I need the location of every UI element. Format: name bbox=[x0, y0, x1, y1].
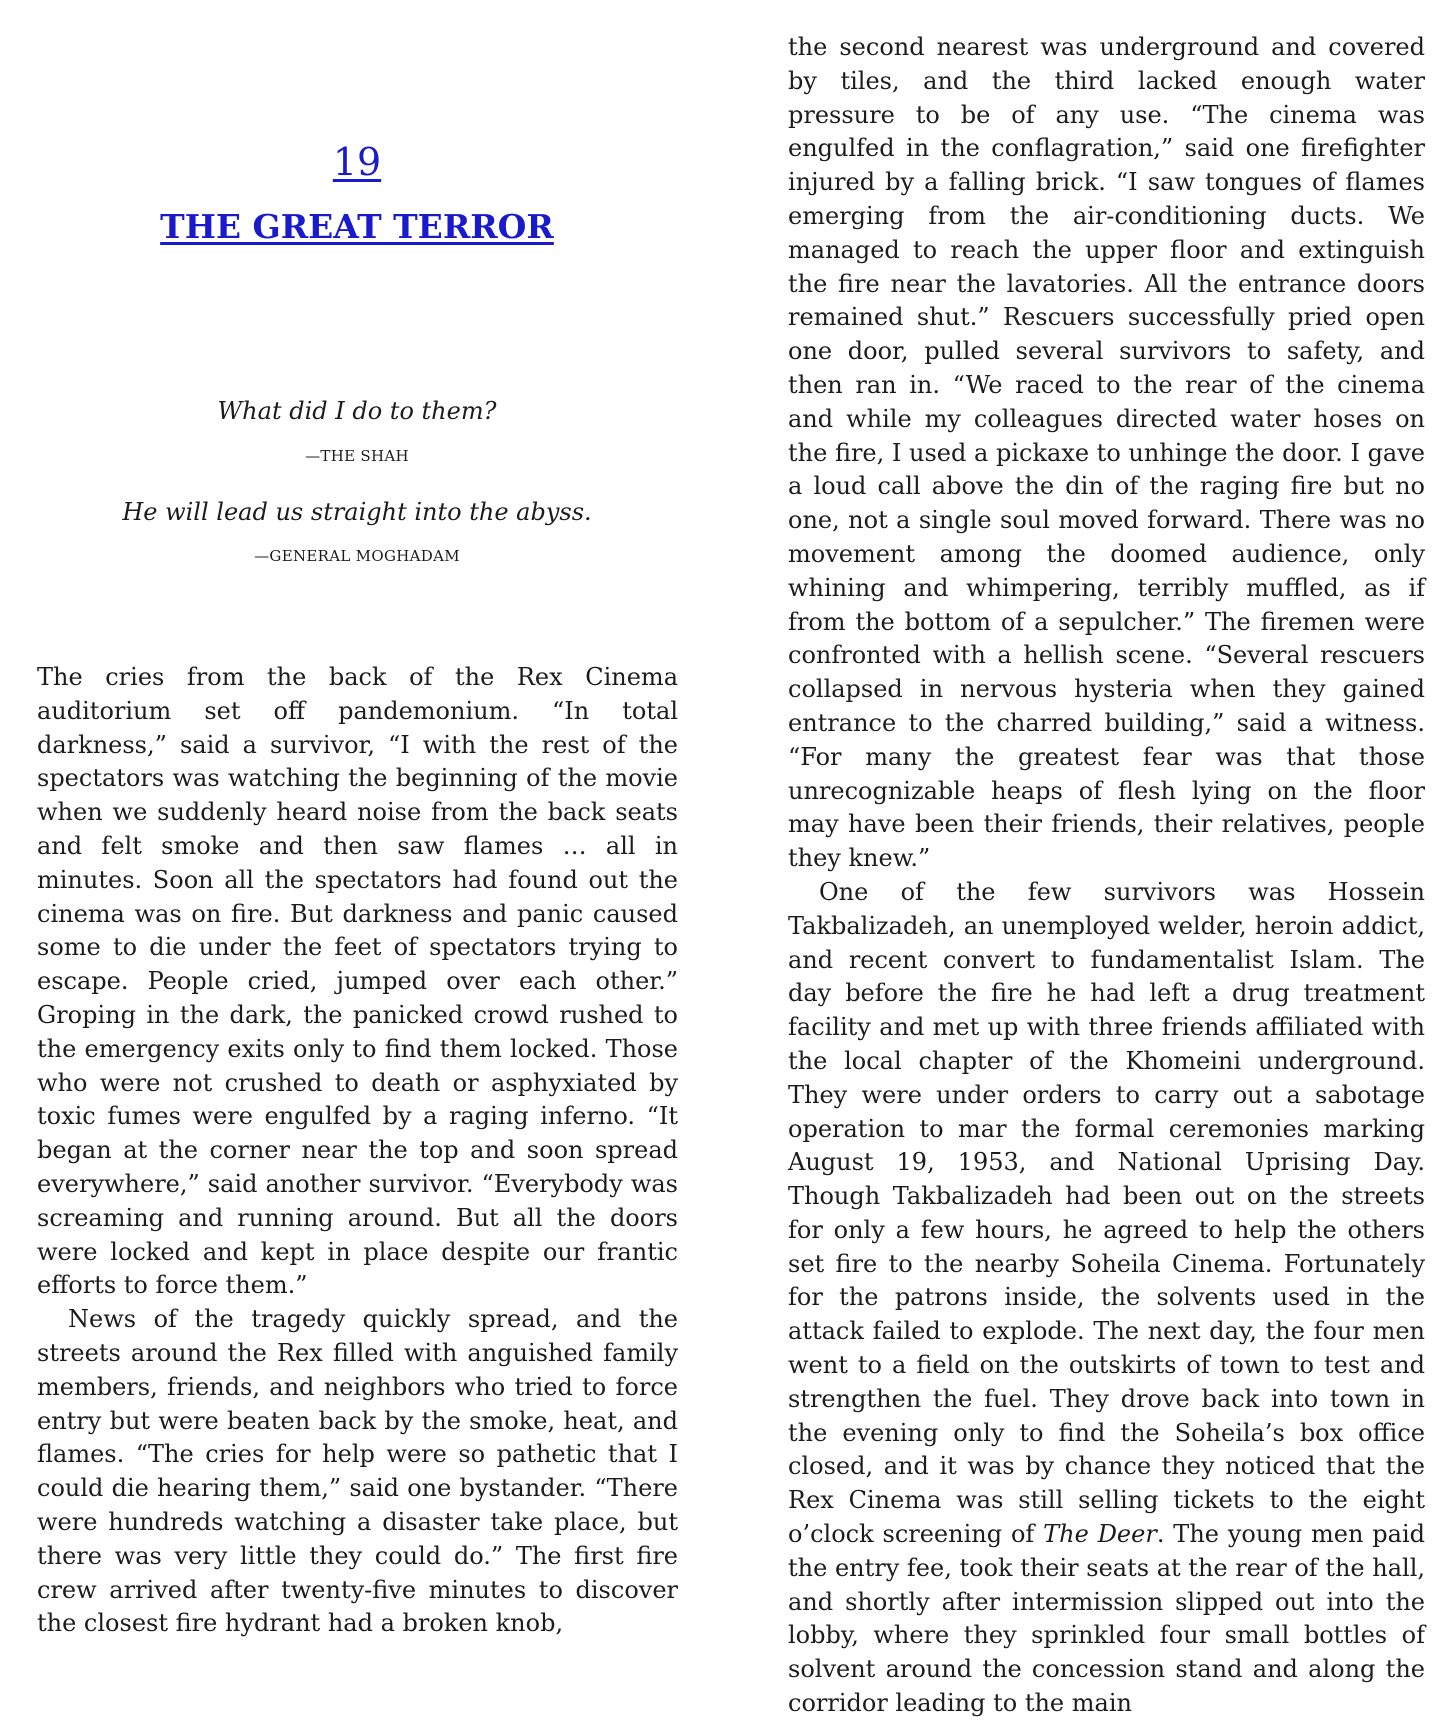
right-page bbox=[728, 0, 1456, 1718]
body-paragraph bbox=[788, 876, 1425, 1721]
epigraph-attribution-2: —GENERAL MOGHADAM bbox=[254, 547, 460, 565]
chapter-number-link[interactable]: 19 bbox=[332, 140, 382, 184]
body-paragraph: the second nearest was underground and covered by tiles, and the third lacked enough water pressure to be of any use. “The cinema was engulfed in the conflagration,” said one firefighter injured by a falling brick. “I saw tongues of flames emerging from the air-conditioning ducts. We managed to reach the upper floor and extinguish the fire near the lavatories. All the entrance doors remained shut.” Rescuers successfully pried open one door, pulled several survivors to safety, and then ran in. “We raced to the rear of the cinema and while my colleagues directed water hoses on the fire, I used a pickaxe to unhinge the door. I gave a loud call above the din of the raging fire but no one, not a single soul moved forward. There was no movement among the doomed audience, only whining and whimpering, terribly muffled, as if from the bottom of a sepulcher.” The firemen were confronted with a hellish scene. “Several rescuers collapsed in nervous hysteria when they gained entrance to the charred building,” said a witness. “For many the greatest fear was that those unrecognizable heaps of flesh lying on the floor may have been their friends, their relatives, people they knew.” bbox=[788, 33, 1425, 873]
left-body-text bbox=[37, 661, 678, 1641]
epigraph-quote-1: What did I do to them? bbox=[217, 397, 497, 425]
epigraph-attribution-1: —THE SHAH bbox=[305, 447, 409, 465]
right-body-text bbox=[788, 31, 1425, 1721]
left-page bbox=[0, 0, 714, 1638]
body-paragraph: News of the tragedy quickly spread, and the streets around the Rex filled with anguished family members, friends, and neighbors who tried to force entry but were beaten back by the smoke, heat, and flames. “The cries for help were so pathetic that I could die hearing them,” said one bystander. “There were hundreds watching a disaster take place, but there was very little they could do.” The first fire crew arrived after twenty-five minutes to discover the closest fire hydrant had a broken knob, bbox=[37, 1305, 678, 1638]
paragraph-text: One of the few survivors was Hossein Takbalizadeh, an unemployed welder, heroin addict, and recent convert to fundamentalist Islam. The day before the fire he had left a drug treatment facility and met up with three friends affiliated with the local chapter of the Khomeini underground. They were under orders to carry out a sabotage operation to mar the formal ceremonies marking August 19, 1953, and National Uprising Day. Though Takbalizadeh had been out on the streets for only a few hours, he agreed to help the others set fire to the nearby Soheila Cinema. Fortunately for the patrons inside, the solvents used in the attack failed to explode. The next day, the four men went to a field on the outskirts of town to test and strengthen the fuel. They drove back into town in the evening only to find the Soheila’s box office closed, and it was by chance they noticed that the Rex Cinema was still selling tickets to the eight o’clock screening of bbox=[788, 877, 1425, 1549]
film-title: The Deer bbox=[1043, 1520, 1157, 1549]
body-paragraph: The cries from the back of the Rex Cinema auditorium set off pandemonium. “In total darkness,” said a survivor, “I with the rest of the spectators was watching the beginning of the movie when we suddenly heard noise from the back seats and felt smoke and then saw flames … all in minutes. Soon all the spectators had found out the cinema was on fire. But darkness and panic caused some to die under the feet of spectators trying to escape. People cried, jumped over each other.” Groping in the dark, the panicked crowd rushed to the emergency exits only to find them locked. Those who were not crushed to death or asphyxiated by toxic fumes were engulfed by a raging inferno. “It began at the corner near the top and soon spread everywhere,” said another survivor. “Everybody was screaming and running around. But all the doors were locked and kept in place despite our frantic efforts to force them.” bbox=[37, 663, 678, 1300]
epigraph-quote-2: He will lead us straight into the abyss. bbox=[122, 498, 592, 526]
paragraph-text: . The young men paid the entry fee, took their seats at the rear of the hall, and shortly after intermission slipped out into the lobby, where they sprinkled four small bottles of solvent around the concession stand and along the corridor leading to the main bbox=[788, 1520, 1425, 1718]
chapter-title-link[interactable]: THE GREAT TERROR bbox=[160, 207, 554, 246]
